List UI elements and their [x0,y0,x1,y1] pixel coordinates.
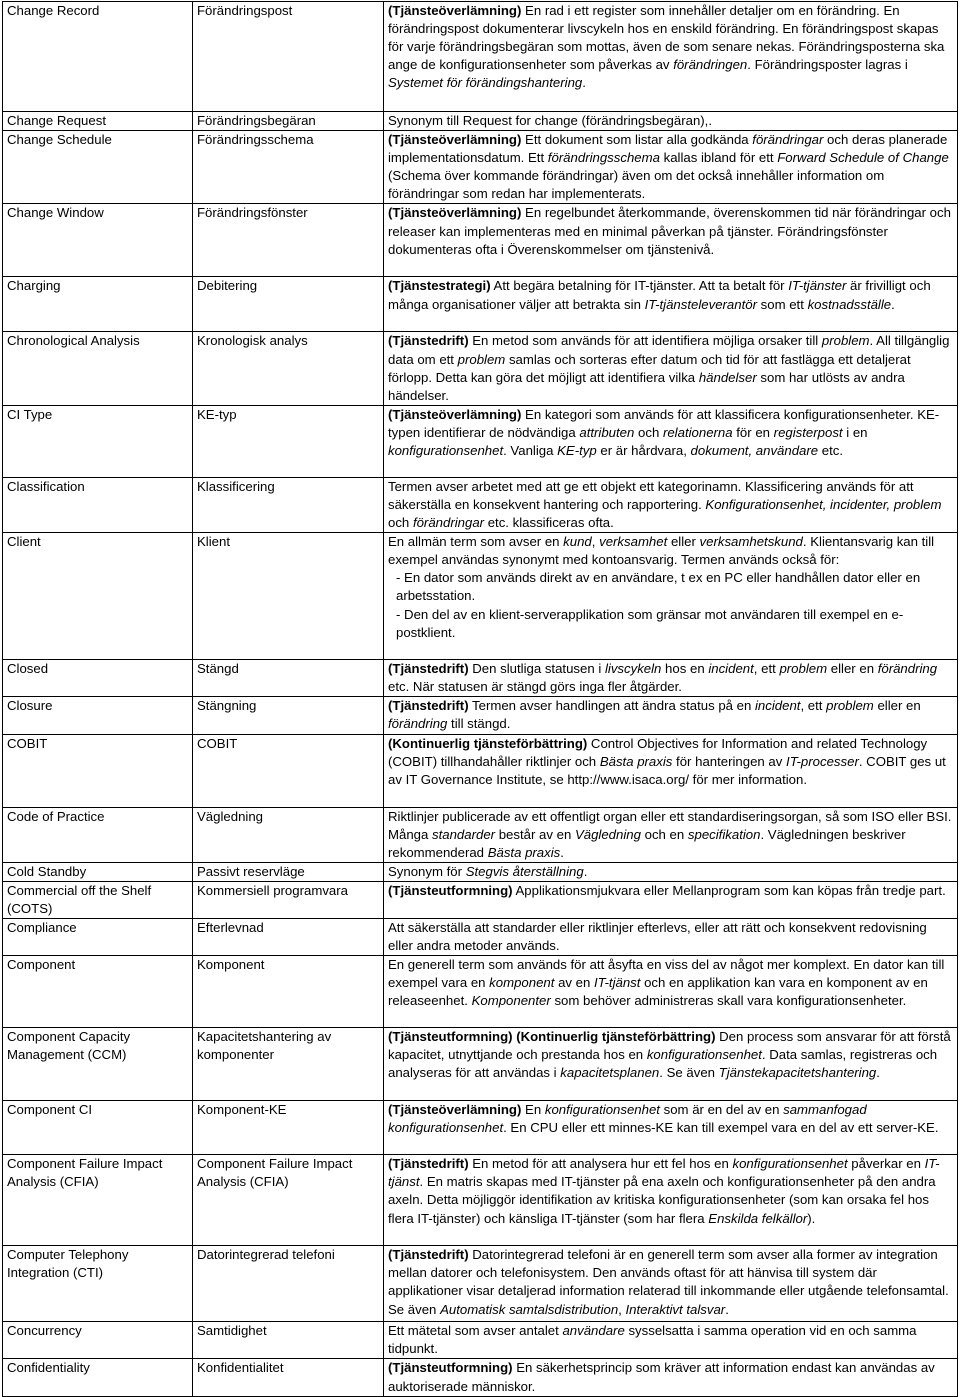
definition-text: , ett [800,698,827,714]
definition-text: och deras planerade implementationsdatum. Ett [388,132,948,166]
definition-text: . En matris skapas med IT-tjänster på ena axeln och konfigurationsenheter på den andra axeln. Detta möjliggör identifikation av kritiska konfigurationsenheter (som kan orsaka fel hos flera IT-tjänster) och känsliga IT-tjänster (som har flera [388,1174,936,1226]
term-definition [384,332,958,405]
definition-list-item: - Den del av en klient-serverapplikation som gränsar mot användaren till exempel en e-postklient. [396,606,904,640]
term-swedish: Vägledning [193,807,384,862]
definition-reference: händelser [698,369,757,385]
glossary-row [3,332,958,405]
definition-text: består av en [495,826,575,842]
definition-text: eller en [827,661,878,677]
glossary-row [3,697,958,734]
definition-text: Synonym till Request for change (förändringsbegäran),. [388,113,713,128]
glossary-row [3,1246,958,1322]
definition-category: (Tjänstedrift) [388,661,469,677]
glossary-row [3,533,958,660]
definition-text: är frivilligt och många organisationer väljer att betrakta sin [388,278,931,312]
definition-text: som behöver administreras skall vara konfigurationsenheter. [550,993,907,1009]
glossary-row [3,807,958,862]
definition-text: Att säkerställa att standarder eller riktlinjer efterlevs, eller att rätt och konsekvent redovisning eller andra metoder används. [388,920,927,954]
term-swedish: Samtidighet [193,1322,384,1359]
definition-text: . [725,1301,729,1317]
definition-text: som har utlösts av andra händelser. [388,369,905,403]
definition-reference: problem [821,333,870,349]
definition-text: och en applikation kan vara en komponent av en releaseenhet. [388,975,928,1009]
glossary-row [3,862,958,881]
term-definition [384,660,958,697]
definition-text: hos en [661,661,709,677]
definition-category: (Tjänsteöverlämning) [388,1102,522,1118]
term-swedish: Kronologisk analys [193,332,384,405]
definition-reference: kapacitetsplanen [560,1065,660,1081]
term-english: Computer Telephony Integration (CTI) [3,1246,193,1322]
term-definition [384,1155,958,1246]
definition-text: ). [807,1210,816,1226]
term-definition [384,533,958,660]
term-definition [384,477,958,532]
definition-text: En [521,1102,545,1118]
term-definition [384,1028,958,1101]
definition-text: sysselsatta i samma operation vid en och samma tidpunkt. [388,1323,917,1357]
definition-reference: Interaktivt talsvar [625,1301,726,1317]
definition-text: Control Objectives for Information and related Technology (COBIT) tillhandahåller riktlinjer och [388,735,928,769]
definition-category: (Tjänsteöverlämning) [388,205,522,221]
term-definition [384,405,958,477]
term-english: Closed [3,660,193,697]
definition-text: etc. När statusen är stängd görs inga fler åtgärder. [388,679,682,695]
definition-reference: Bästa praxis [599,753,673,769]
definition-reference: incident [755,698,801,714]
definition-text: eller [667,534,700,550]
definition-reference: relationerna [662,424,733,440]
glossary-row [3,956,958,1028]
glossary-row [3,112,958,131]
term-swedish: Stängd [193,660,384,697]
definition-text: Termen avser handlingen att ändra status på en [468,698,755,714]
definition-text: för en [732,424,774,440]
term-swedish: Klassificering [193,477,384,532]
definition-category: (Tjänstedrift) [388,1247,469,1263]
definition-reference: förändring [388,716,448,732]
definition-text: . [891,296,895,312]
definition-reference: sammanfogad konfigurationsenhet [388,1102,867,1136]
definition-text: och en [640,826,688,842]
glossary-row [3,660,958,697]
definition-text: En generell term som används för att åsyfta en viss del av något mer komplext. En dator kan till exempel vara en [388,957,945,991]
term-english: Charging [3,277,193,332]
term-english: Client [3,533,193,660]
term-english: Component Capacity Management (CCM) [3,1028,193,1101]
definition-reference: Konfigurationsenhet, incidenter, problem [705,496,942,512]
definition-reference: Komponenter [471,993,551,1009]
definition-text: av en [554,975,595,991]
term-definition [384,277,958,332]
term-swedish: Konfidentialitet [193,1359,384,1396]
term-definition [384,956,958,1028]
glossary-row [3,477,958,532]
definition-reference: användare [562,1323,625,1339]
definition-category: (Tjänstestrategi) [388,278,491,294]
term-swedish: Komponent [193,956,384,1028]
definition-reference: Bästa praxis [487,844,561,860]
definition-reference: förändringar [412,515,485,531]
definition-text: En säkerhetsprincip som kräver att information endast kan användas av auktoriserade människor. [388,1360,935,1394]
term-english: Commercial off the Shelf (COTS) [3,881,193,918]
definition-text: En allmän term som avser en [388,534,564,550]
term-english: COBIT [3,734,193,807]
definition-reference: standarder [432,826,496,842]
definition-category: (Tjänstedrift) [388,698,469,714]
term-definition [384,807,958,862]
glossary-row [3,405,958,477]
term-definition [384,734,958,807]
term-swedish: Efterlevnad [193,919,384,956]
term-swedish: Passivt reservläge [193,862,384,881]
definition-text: . All tillgänglig data om ett [388,333,950,367]
definition-reference: IT-processer [786,753,859,769]
definition-reference: IT-tjänsteleverantör [644,296,757,312]
glossary-row [3,919,958,956]
definition-reference: IT-tjänster [788,278,847,294]
definition-text: Ett dokument som listar alla godkända [521,132,753,148]
term-swedish: Kommersiell programvara [193,881,384,918]
definition-text: Datorintegrerad telefoni är en generell term som avser alla former av integration mellan datorer och telefonisystem. Den används oftast för att hänvisa till system där applikationer visar detaljerad information relaterad till inkommande eller utgående telefonsamtal. Se även [388,1247,949,1317]
term-swedish: Komponent-KE [193,1101,384,1155]
definition-reference: förändringar [752,132,824,148]
definition-category: (Tjänsteutformning) [388,1360,513,1376]
term-english: Component CI [3,1101,193,1155]
glossary-row [3,1359,958,1396]
definition-text: , [591,534,600,550]
definition-text: kallas ibland för ett [659,150,778,166]
glossary-body [3,2,958,1397]
definition-reference: specifikation [687,826,761,842]
term-english: Component Failure Impact Analysis (CFIA) [3,1155,193,1246]
glossary-row [3,881,958,918]
definition-list [388,569,954,641]
term-english: CI Type [3,405,193,477]
term-swedish: Förändringspost [193,2,384,112]
definition-reference: IT-tjänst [594,975,641,991]
term-swedish: KE-typ [193,405,384,477]
definition-text: Synonym för [388,863,466,879]
definition-text: samlas och sorteras efter datum och tid för att fastlägga ett detaljerat förlopp. Detta kan göra det möjligt att identifiera vilka [388,351,911,385]
definition-text: Ett mätetal som avser antalet [388,1323,563,1339]
definition-reference: förändring [877,661,938,677]
definition-reference: registerpost [773,424,843,440]
definition-reference: förändringen [673,57,748,73]
term-definition [384,862,958,881]
term-swedish: Debitering [193,277,384,332]
definition-text: er är hårdvara, [596,443,691,459]
definition-reference: komponent [489,975,555,991]
term-swedish: Klient [193,533,384,660]
definition-text: . Klientansvarig kan till exempel användas synonymt med kontoansvarig. Termen används också för: [388,534,935,568]
definition-text: En rad i ett register som innehåller detaljer om en förändring. En förändringspost dokumenterar livscykeln hos en enskild förändring. En förändringspost skapas för varje förändringsbegäran som mottas, även de som senare nekas. Förändringsposterna ska ange de konfigurationsenheter som påverkas av [388,3,945,73]
definition-category: (Tjänsteöverlämning) [388,3,522,18]
definition-reference: problem [457,351,506,367]
definition-text: . [560,844,564,860]
definition-text: för hanteringen av [672,753,787,769]
term-english: Change Record [3,2,193,112]
definition-reference: konfigurationsenhet [732,1156,848,1172]
term-swedish: Förändringsschema [193,131,384,204]
definition-reference: Systemet för förändingshantering [388,75,583,91]
definition-text: . [583,863,588,879]
glossary-row [3,1322,958,1359]
glossary-table [2,1,958,1397]
term-english: Compliance [3,919,193,956]
definition-text: . Förändringsposter lagras i [747,57,908,73]
term-definition [384,131,958,204]
definition-text: , [618,1301,626,1317]
definition-reference: konfigurationsenhet [544,1102,660,1118]
definition-text: , ett [753,661,780,677]
term-definition [384,697,958,734]
definition-reference: verksamhetskund [699,534,803,550]
definition-text: . Data samlas, registreras och analyseras för att användas i [388,1047,938,1081]
definition-text: . Se även [659,1065,719,1081]
definition-text: och [388,515,413,531]
definition-reference: IT-tjänst [388,1156,940,1190]
glossary-row [3,1101,958,1155]
term-definition [384,1359,958,1396]
definition-text: En metod för att analysera hur ett fel hos en [468,1156,733,1172]
definition-text: påverkar en [847,1156,925,1172]
term-english: Change Request [3,112,193,131]
term-english: Closure [3,697,193,734]
definition-reference: KE-typ [557,443,597,459]
term-english: Component [3,956,193,1028]
term-swedish: Datorintegrerad telefoni [193,1246,384,1322]
term-definition [384,881,958,918]
definition-text: . Vanliga [503,443,558,459]
term-english: Confidentiality [3,1359,193,1396]
term-definition [384,112,958,131]
definition-text: etc. klassificeras ofta. [484,515,614,531]
definition-text: till stängd. [447,716,511,732]
glossary-row [3,734,958,807]
term-definition [384,1101,958,1155]
definition-text: Den process som ansvarar för att förstå kapacitet, utnyttjande och prestanda hos en [388,1029,951,1063]
definition-text: som är en del av en [659,1102,784,1118]
definition-category: (Tjänsteutformning) (Kontinuerlig tjänsteförbättring) [388,1029,716,1045]
term-definition [384,1246,958,1322]
definition-reference: incident [708,661,754,677]
definition-text: etc. [818,443,844,459]
definition-reference: dokument, användare [690,443,819,459]
term-english: Cold Standby [3,862,193,881]
term-english: Change Schedule [3,131,193,204]
glossary-row [3,204,958,277]
definition-reference: Forward Schedule of Change [777,150,949,166]
definition-list-item: - En dator som används direkt av en användare, t ex en PC eller handhållen dator eller en arbetsstation. [396,570,921,604]
definition-text: som ett [756,296,808,312]
definition-reference: Vägledning [574,826,641,842]
glossary-row [3,277,958,332]
term-swedish: Component Failure Impact Analysis (CFIA) [193,1155,384,1246]
term-swedish: COBIT [193,734,384,807]
term-swedish: Förändringsbegäran [193,112,384,131]
definition-text: i en [842,424,868,440]
definition-reference: Stegvis återställning [465,863,584,879]
definition-text: (Schema över kommande förändringar) även om det också innehåller information om förändringar som redan har implementerats. [388,168,885,202]
definition-reference: Enskilda felkällor [708,1210,808,1226]
definition-category: (Tjänsteöverlämning) [388,406,522,422]
definition-category: (Tjänstedrift) [388,333,469,349]
definition-text: En metod som används för att identifiera möjliga orsaker till [468,333,822,349]
term-english: Change Window [3,204,193,277]
definition-reference: kund [563,534,592,550]
definition-text: Termen avser arbetet med att ge ett objekt ett kategorinamn. Klassificering används för att säkerställa en konsekvent hantering och rapportering. [388,478,914,512]
definition-text: . [876,1065,880,1081]
definition-text: eller en [873,698,921,714]
term-english: Classification [3,477,193,532]
definition-reference: konfigurationsenhet [388,443,504,459]
definition-reference: problem [779,661,828,677]
definition-text: och [634,424,663,440]
definition-category: (Tjänsteutformning) [388,882,513,898]
glossary-row [3,2,958,112]
definition-text: En kategori som används för att klassificera konfigurationsenheter. KE-typen identifierar de nödvändiga [388,406,940,440]
definition-category: (Tjänstedrift) [388,1156,469,1172]
glossary-row [3,131,958,204]
term-definition [384,204,958,277]
glossary-row [3,1028,958,1101]
definition-text: Att begära betalning för IT-tjänster. Att ta betalt för [490,278,789,294]
term-english: Code of Practice [3,807,193,862]
term-english: Chronological Analysis [3,332,193,405]
definition-reference: livscykeln [604,661,662,677]
definition-reference: problem [826,698,874,714]
term-definition [384,2,958,112]
term-swedish: Stängning [193,697,384,734]
definition-reference: konfigurationsenhet [646,1047,762,1063]
definition-text: En regelbundet återkommande, överenskommen tid när förändringar och releaser kan implementeras med en minimal påverkan på tjänster. Förändringsfönster dokumenteras ofta i Överenskommelser om tjänstenivå. [388,205,951,257]
term-definition [384,919,958,956]
glossary-row [3,1155,958,1246]
definition-text: . Vägledningen beskriver rekommenderad [388,826,906,860]
definition-text: Riktlinjer publicerade av ett offentligt organ eller ett standardiseringsorgan, så som ISO eller BSI. Många [388,808,952,842]
term-swedish: Förändringsfönster [193,204,384,277]
definition-reference: Automatisk samtalsdistribution [440,1301,619,1317]
definition-category: (Tjänsteöverlämning) [388,132,522,148]
definition-category: (Kontinuerlig tjänsteförbättring) [388,735,588,751]
term-swedish: Kapacitetshantering av komponenter [193,1028,384,1101]
term-english: Concurrency [3,1322,193,1359]
definition-text: Applikationsmjukvara eller Mellanprogram som kan köpas från tredje part. [512,882,946,898]
definition-text: . [582,75,586,91]
definition-reference: Tjänstekapacitetshantering [718,1065,877,1081]
definition-text: . En CPU eller ett minnes-KE kan till exempel vara en del av ett server-KE. [503,1120,939,1136]
definition-reference: förändringsschema [547,150,660,166]
term-definition [384,1322,958,1359]
definition-text: . COBIT ges ut av IT Governance Institute, se http://www.isaca.org/ för mer information. [388,753,946,787]
definition-reference: kostnadsställe [807,296,892,312]
definition-reference: verksamhet [599,534,668,550]
definition-reference: attributen [579,424,635,440]
definition-text: Den slutliga statusen i [468,661,605,677]
